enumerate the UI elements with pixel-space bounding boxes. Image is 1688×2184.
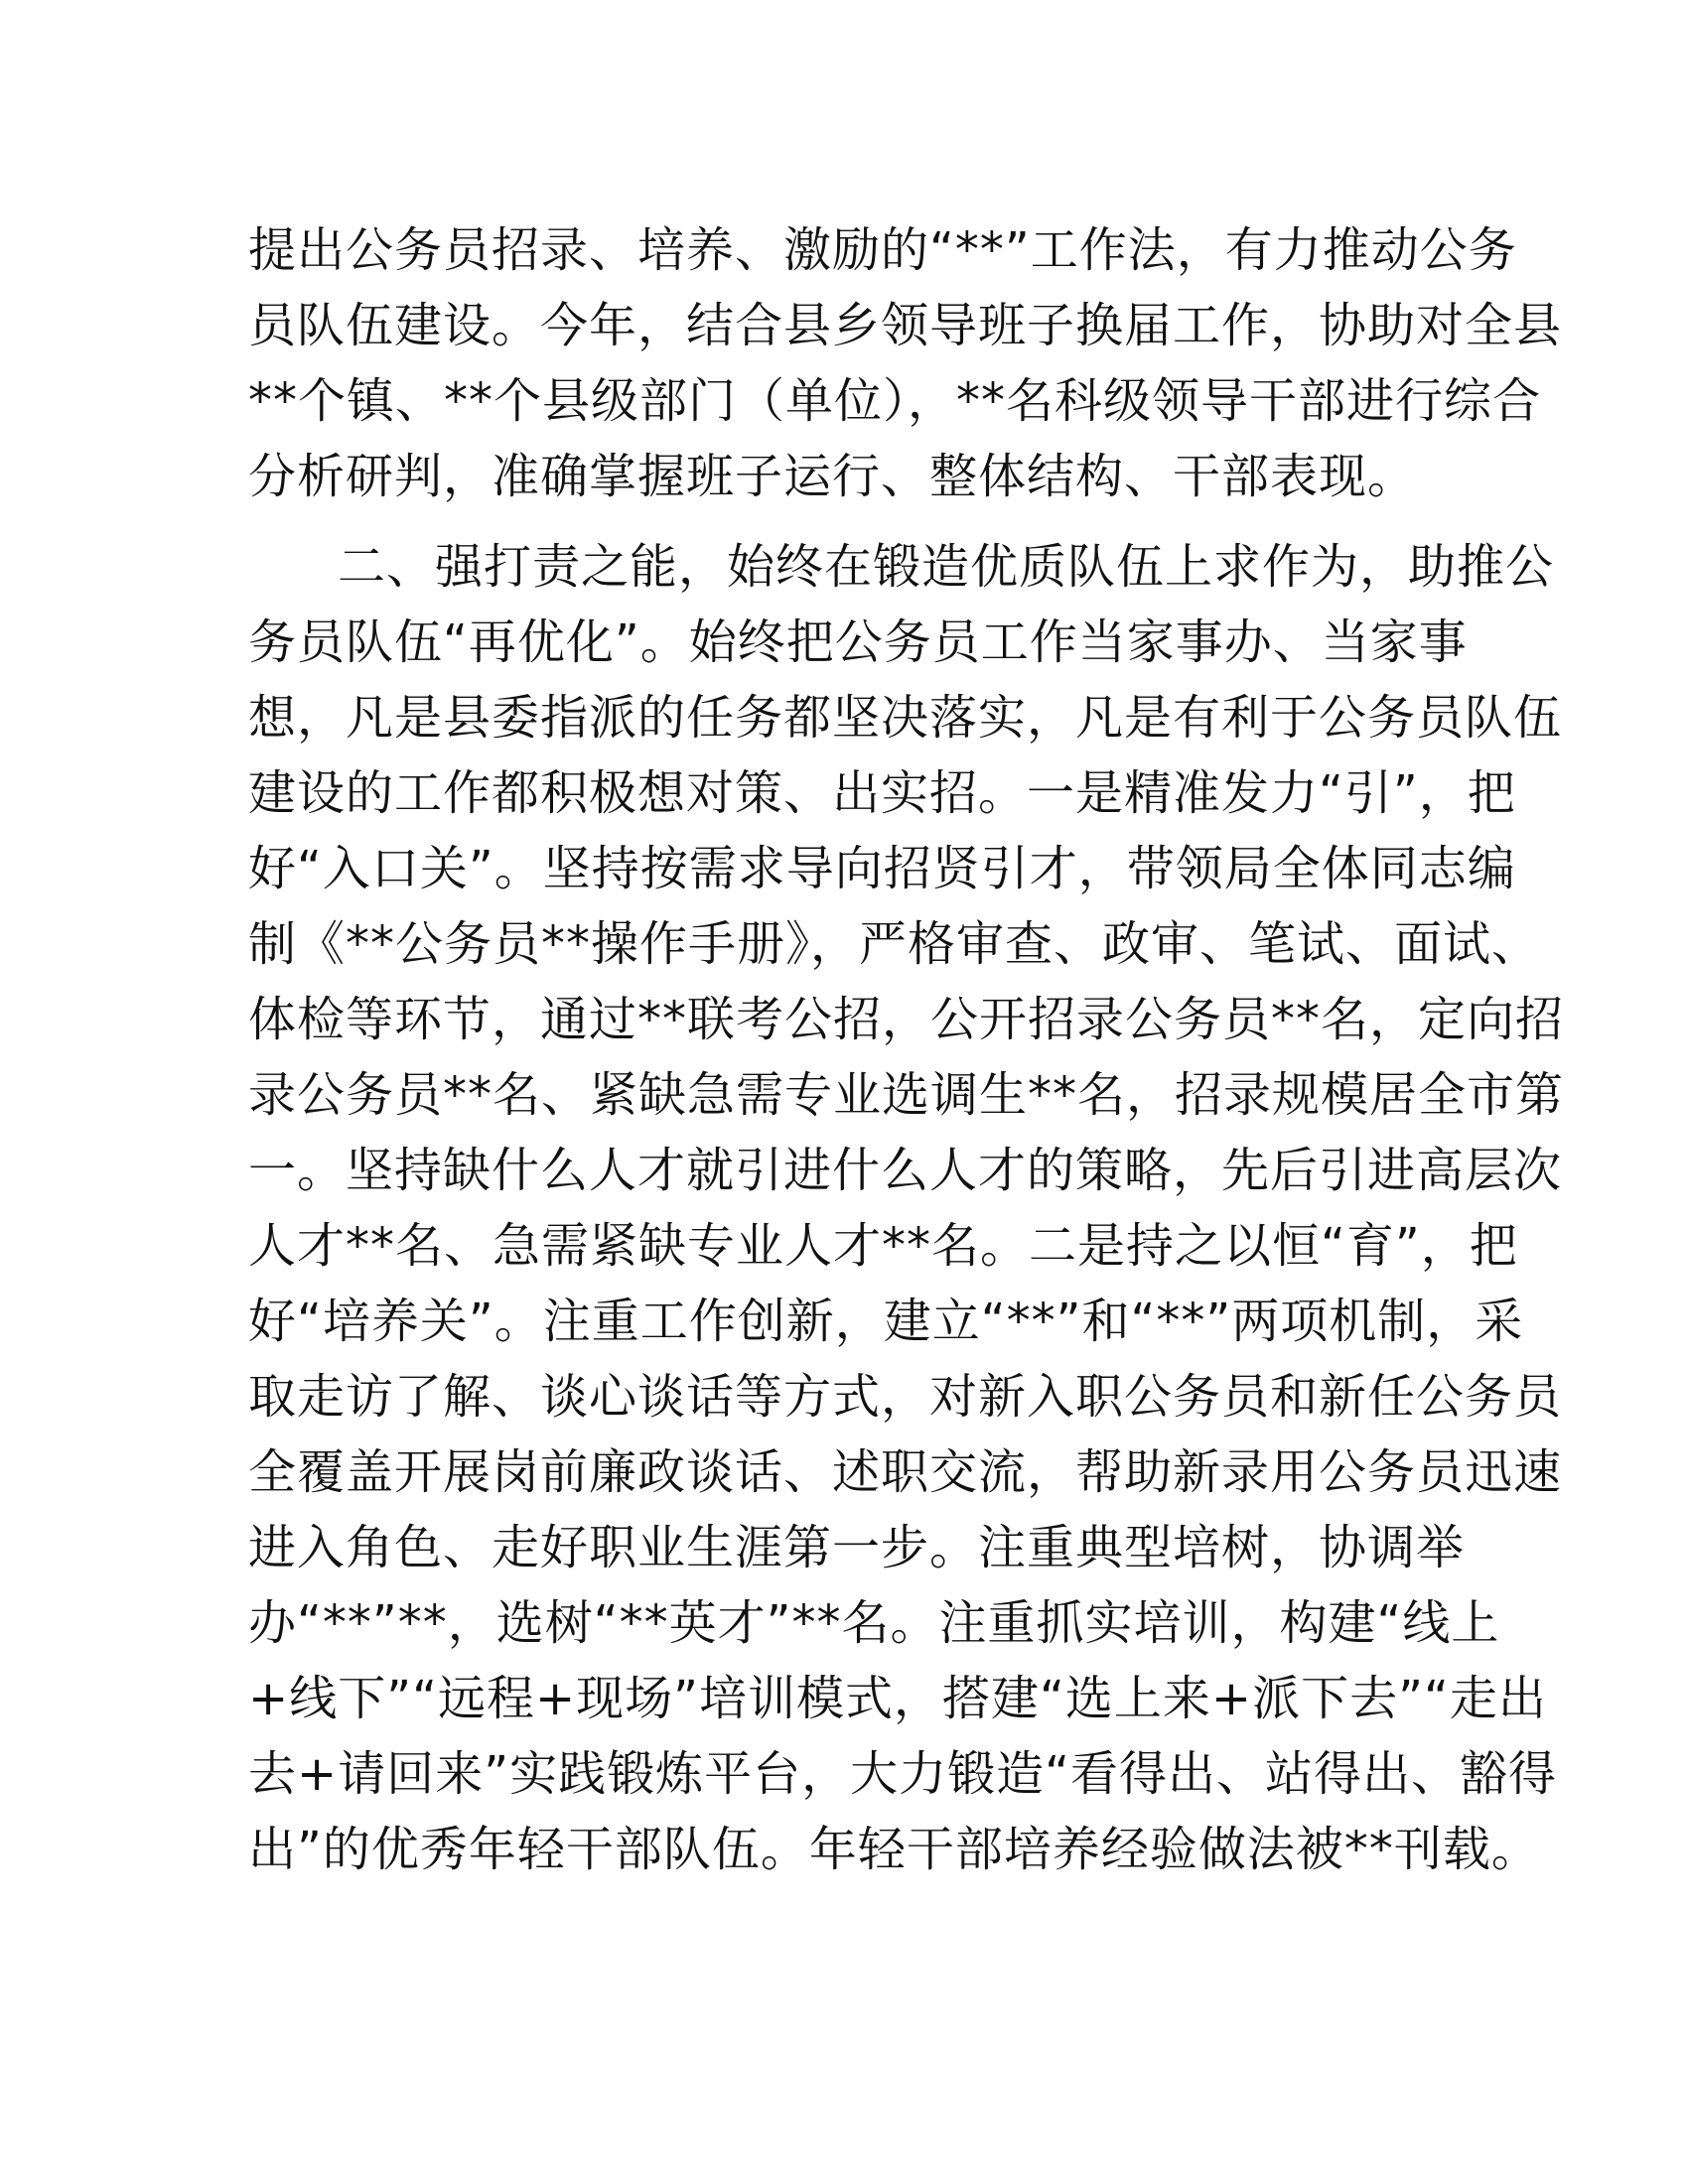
- text-line: 去+请回来”实践锻炼平台，大力锻造“看得出、站得出、豁得: [248, 1746, 1557, 1802]
- text-line: 好“培养关”。注重工作创新，建立“**”和“**”两项机制，采: [248, 1294, 1524, 1349]
- text-line: 全覆盖开展岗前廉政谈话、述职交流，帮助新录用公务员迅速: [248, 1444, 1563, 1500]
- text-line: 制《**公务员**操作手册》，严格审查、政审、笔试、面试、: [248, 916, 1541, 972]
- text-line: **个镇、**个县级部门（单位），**名科级领导干部进行综合: [248, 373, 1542, 429]
- text-line: 取走访了解、谈心谈话等方式，对新入职公务员和新任公务员: [248, 1369, 1563, 1425]
- text-line: 好“入口关”。坚持按需求导向招贤引才，带领局全体同志编: [248, 841, 1516, 896]
- text-line: 体检等环节，通过**联考公招，公开招录公务员**名，定向招: [248, 992, 1565, 1047]
- text-line: +线下”“远程+现场”培训模式，搭建“选上来+派下去”“走出: [248, 1671, 1547, 1726]
- text-line: 建设的工作都积极想对策、出实招。一是精准发力“引”，把: [248, 765, 1516, 821]
- text-line: 出”的优秀年轻干部队伍。年轻干部培养经验做法被**刊载。: [248, 1822, 1540, 1877]
- text-line: 录公务员**名、紧缺急需专业选调生**名，招录规模居全市第: [248, 1067, 1565, 1123]
- text-line: 务员队伍“再优化”。始终把公务员工作当家事办、当家事: [248, 614, 1468, 670]
- text-line: 一。坚持缺什么人才就引进什么人才的策略，先后引进高层次: [248, 1143, 1563, 1198]
- text-line: 提出公务员招录、培养、激励的“**”工作法，有力推动公务: [248, 222, 1517, 278]
- text-line: 分析研判，准确掌握班子运行、整体结构、干部表现。: [248, 449, 1417, 504]
- text-line: 二、强打责之能，始终在锻造优质队伍上求作为，助推公: [338, 539, 1555, 595]
- text-line: 人才**名、急需紧缺专业人才**名。二是持之以恒“育”，把: [248, 1218, 1518, 1274]
- text-line: 员队伍建设。今年，结合县乡领导班子换届工作，协助对全县: [248, 298, 1563, 353]
- text-line: 办“**”**，选树“**英才”**名。注重抓实培训，构建“线上: [248, 1595, 1500, 1651]
- text-line: 进入角色、走好职业生涯第一步。注重典型培树，协调举: [248, 1520, 1466, 1575]
- text-line: 想，凡是县委指派的任务都坚决落实，凡是有利于公务员队伍: [248, 690, 1563, 746]
